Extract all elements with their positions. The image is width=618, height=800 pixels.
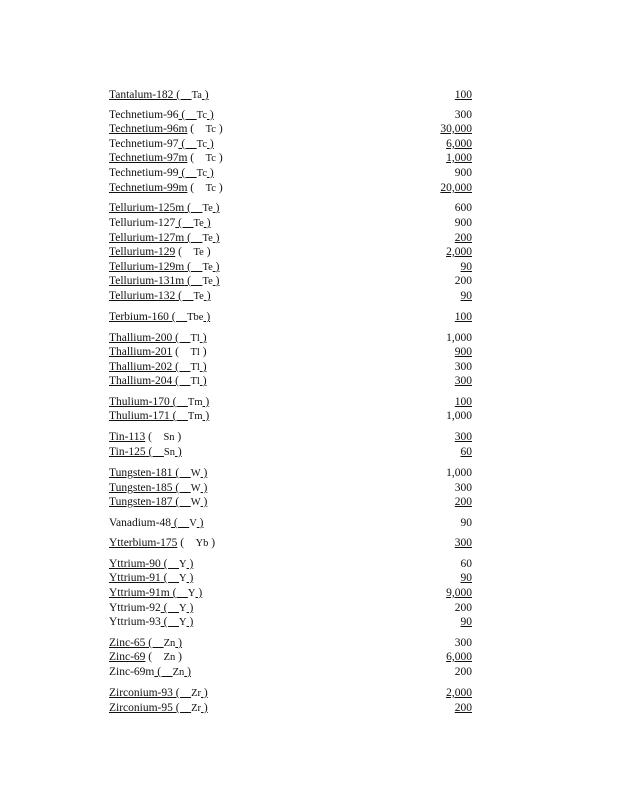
nuclide-row: [109, 601, 472, 615]
nuclide-entry: [109, 137, 214, 152]
nuclide-row: [109, 495, 472, 509]
element-symbol: Tc: [205, 124, 216, 135]
quantity-value: 200: [454, 275, 472, 287]
nuclide-entry: [109, 289, 211, 304]
element-symbol-group: ( Tc ): [178, 109, 214, 121]
nuclide-row: [109, 701, 472, 715]
nuclide-name: Tungsten-181: [109, 467, 173, 479]
nuclide-entry: [109, 310, 210, 325]
element-symbol-group: ( Sn ): [145, 446, 182, 458]
nuclide-name: Technetium-99: [109, 167, 179, 179]
element-symbol-group: ( Te ): [184, 202, 220, 214]
element-symbol-group: ( Y ): [160, 572, 194, 584]
nuclide-name: Zinc-69: [109, 651, 146, 663]
nuclide-name: Yttrium-93: [109, 616, 161, 628]
nuclide-row: [109, 360, 472, 374]
nuclide-row: [109, 466, 472, 480]
nuclide-name: Zirconium-93: [109, 687, 173, 699]
element-symbol: Ta: [191, 90, 202, 101]
quantity-value: 90: [460, 261, 472, 273]
element-symbol: Tl: [190, 376, 200, 387]
nuclide-row: [109, 201, 472, 215]
nuclide-entry: [109, 495, 207, 510]
nuclide-name: Tin-125: [109, 446, 146, 458]
nuclide-entry: [109, 201, 220, 216]
nuclide-row: [109, 650, 472, 664]
nuclide-name: Tellurium-131m: [109, 275, 185, 287]
element-symbol-group: ( Tm ): [169, 410, 210, 422]
quantity-value: 200: [454, 232, 472, 244]
element-symbol-group: ( Ta ): [173, 89, 209, 101]
nuclide-name: Tungsten-187: [109, 496, 173, 508]
quantity-value: 2,000: [446, 687, 472, 699]
nuclide-name: Thulium-170: [109, 396, 170, 408]
quantity-value: 90: [460, 290, 472, 302]
nuclide-row: [109, 516, 472, 530]
nuclide-row: [109, 216, 472, 230]
element-symbol-group: ( Tm ): [169, 396, 210, 408]
element-symbol-group: ( Tbe ): [168, 311, 211, 323]
quantity-value: 6,000: [446, 138, 472, 150]
nuclide-row: [109, 409, 472, 423]
nuclide-row: [109, 122, 472, 136]
nuclide-name: Zinc-69m: [109, 666, 155, 678]
quantity-value: 300: [454, 361, 472, 373]
quantity-value: 30,000: [440, 123, 472, 135]
nuclide-entry: [109, 601, 193, 616]
nuclide-row: [109, 345, 472, 359]
element-symbol-group: ( W ): [172, 467, 208, 479]
nuclide-name: Zirconium-95: [109, 702, 173, 714]
nuclide-row: [109, 181, 472, 195]
element-symbol-group: ( Zn ): [145, 651, 183, 663]
nuclide-entry: [109, 586, 202, 601]
nuclide-row: [109, 274, 472, 288]
nuclide-row: [109, 586, 472, 600]
element-symbol: Zn: [163, 638, 176, 649]
element-symbol-group: ( Tc ): [178, 167, 214, 179]
quantity-value: 1,000: [446, 410, 472, 422]
element-symbol: Te: [202, 276, 213, 287]
nuclide-entry: [109, 557, 193, 572]
nuclide-name: Tellurium-127: [109, 217, 176, 229]
nuclide-name: Technetium-96: [109, 109, 179, 121]
element-symbol: Tc: [205, 153, 216, 164]
element-symbol: Tm: [187, 397, 203, 408]
nuclide-row: [109, 374, 472, 388]
nuclide-row: [109, 686, 472, 700]
element-symbol: Te: [193, 247, 204, 258]
quantity-value: 60: [460, 558, 472, 570]
nuclide-entry: [109, 395, 209, 410]
quantity-value: 900: [454, 167, 472, 179]
nuclide-entry: [109, 360, 207, 375]
quantity-value: 20,000: [440, 182, 472, 194]
quantity-value: 1,000: [446, 332, 472, 344]
element-symbol: Tl: [190, 347, 200, 358]
element-symbol-group: ( Tc ): [187, 152, 223, 164]
quantity-value: 900: [454, 346, 472, 358]
element-symbol: Y: [178, 559, 187, 570]
nuclide-row: [109, 557, 472, 571]
nuclide-row: [109, 231, 472, 245]
element-symbol-group: ( Y ): [160, 616, 194, 628]
element-symbol-group: ( Zn ): [154, 666, 191, 678]
nuclide-name: Tellurium-129: [109, 246, 176, 258]
element-symbol: Tl: [190, 333, 200, 344]
nuclide-entry: [109, 245, 211, 260]
nuclide-entry: [109, 231, 220, 246]
nuclide-row: [109, 395, 472, 409]
quantity-value: 90: [460, 616, 472, 628]
quantity-value: 2,000: [446, 246, 472, 258]
quantity-value: 900: [454, 217, 472, 229]
nuclide-entry: [109, 216, 211, 231]
element-symbol-group: ( Zr ): [172, 687, 208, 699]
nuclide-name: Technetium-97: [109, 138, 179, 150]
nuclide-entry: [109, 181, 223, 196]
nuclide-entry: [109, 665, 191, 680]
nuclide-name: Tellurium-129m: [109, 261, 185, 273]
element-symbol: Tbe: [187, 312, 204, 323]
element-symbol: Te: [202, 203, 213, 214]
element-symbol-group: ( Zr ): [172, 702, 208, 714]
quantity-value: 300: [454, 375, 472, 387]
nuclide-entry: [109, 345, 207, 360]
nuclide-name: Zinc-65: [109, 637, 146, 649]
nuclide-entry: [109, 536, 215, 551]
nuclide-entry: [109, 686, 208, 701]
nuclide-row: [109, 536, 472, 550]
element-symbol: Te: [202, 262, 213, 273]
nuclide-name: Ytterbium-175: [109, 537, 178, 549]
quantity-value: 6,000: [446, 651, 472, 663]
element-symbol-group: ( W ): [172, 482, 208, 494]
quantity-value: 300: [454, 431, 472, 443]
nuclide-row: [109, 571, 472, 585]
nuclide-entry: [109, 108, 214, 123]
nuclide-row: [109, 166, 472, 180]
nuclide-row: [109, 289, 472, 303]
element-symbol-group: ( Zn ): [145, 637, 183, 649]
quantity-value: 9,000: [446, 587, 472, 599]
nuclide-entry: [109, 466, 207, 481]
nuclide-row: [109, 636, 472, 650]
quantity-value: 600: [454, 202, 472, 214]
element-symbol: Te: [193, 218, 204, 229]
element-symbol-group: ( Te ): [184, 232, 220, 244]
nuclide-entry: [109, 151, 223, 166]
nuclide-row: [109, 665, 472, 679]
nuclide-name: Technetium-99m: [109, 182, 188, 194]
nuclide-entry: [109, 445, 182, 460]
element-symbol-group: ( W ): [172, 496, 208, 508]
nuclide-name: Vanadium-48: [109, 517, 171, 529]
element-symbol-group: ( Te ): [175, 290, 211, 302]
nuclide-row: [109, 310, 472, 324]
nuclide-entry: [109, 374, 207, 389]
element-symbol: Zr: [191, 688, 202, 699]
quantity-value: 200: [454, 602, 472, 614]
nuclide-entry: [109, 636, 182, 651]
nuclide-row: [109, 615, 472, 629]
nuclide-name: Yttrium-92: [109, 602, 161, 614]
quantity-value: 1,000: [446, 152, 472, 164]
nuclide-name: Tellurium-127m: [109, 232, 185, 244]
nuclide-row: [109, 151, 472, 165]
nuclide-name: Thallium-204: [109, 375, 173, 387]
element-symbol: Y: [178, 603, 187, 614]
element-symbol: W: [190, 497, 201, 508]
element-symbol-group: ( Yb ): [177, 537, 216, 549]
element-symbol-group: ( Te ): [175, 246, 211, 258]
quantity-value: 200: [454, 702, 472, 714]
nuclide-entry: [109, 701, 208, 716]
quantity-value: 60: [460, 446, 472, 458]
nuclide-row: [109, 88, 472, 102]
element-symbol-group: ( V ): [170, 517, 204, 529]
element-symbol-group: ( Y ): [169, 587, 203, 599]
element-symbol: V: [189, 518, 197, 529]
element-symbol: Zr: [191, 703, 202, 714]
element-symbol-group: ( Y ): [160, 602, 194, 614]
element-symbol: W: [190, 483, 201, 494]
quantity-value: 300: [454, 537, 472, 549]
element-symbol: Tc: [196, 168, 208, 179]
quantity-value: 200: [454, 496, 472, 508]
nuclide-name: Yttrium-91: [109, 572, 161, 584]
nuclide-name: Terbium-160: [109, 311, 169, 323]
nuclide-entry: [109, 481, 207, 496]
nuclide-name: Thallium-200: [109, 332, 173, 344]
quantity-value: 100: [454, 396, 472, 408]
element-symbol: Tl: [190, 362, 200, 373]
element-symbol-group: ( Te ): [184, 275, 220, 287]
quantity-value: 300: [454, 482, 472, 494]
element-symbol: Tc: [196, 110, 208, 121]
nuclide-row: [109, 108, 472, 122]
nuclide-row: [109, 445, 472, 459]
quantity-value: 200: [454, 666, 472, 678]
quantity-value: 100: [454, 311, 472, 323]
nuclide-entry: [109, 260, 220, 275]
quantity-value: 300: [454, 109, 472, 121]
element-symbol-group: ( Tl ): [172, 332, 207, 344]
element-symbol-group: ( Y ): [160, 558, 194, 570]
element-symbol: Zn: [163, 652, 176, 663]
quantity-value: 90: [460, 517, 472, 529]
nuclide-name: Thulium-171: [109, 410, 170, 422]
element-symbol: Y: [178, 617, 187, 628]
quantity-value: 300: [454, 637, 472, 649]
nuclide-name: Technetium-97m: [109, 152, 188, 164]
nuclide-entry: [109, 571, 193, 586]
nuclide-name: Thallium-201: [109, 346, 173, 358]
nuclide-entry: [109, 274, 220, 289]
nuclide-row: [109, 245, 472, 259]
element-symbol-group: ( Tl ): [172, 346, 207, 358]
element-symbol: Zn: [172, 667, 185, 678]
quantity-value: 1,000: [446, 467, 472, 479]
element-symbol-group: ( Tc ): [178, 138, 214, 150]
nuclide-name: Tin-113: [109, 431, 146, 443]
element-symbol: Y: [187, 588, 196, 599]
element-symbol: Te: [193, 291, 204, 302]
nuclide-entry: [109, 615, 193, 630]
nuclide-name: Tellurium-132: [109, 290, 176, 302]
element-symbol-group: ( Tc ): [187, 123, 223, 135]
nuclide-name: Tellurium-125m: [109, 202, 185, 214]
nuclide-row: [109, 137, 472, 151]
nuclide-entry: [109, 166, 214, 181]
element-symbol-group: ( Te ): [184, 261, 220, 273]
element-symbol: Yb: [195, 538, 209, 549]
nuclide-name: Tantalum-182: [109, 89, 174, 101]
element-symbol-group: ( Sn ): [145, 431, 182, 443]
element-symbol: Te: [202, 233, 213, 244]
nuclide-entry: [109, 430, 181, 445]
nuclide-name: Tungsten-185: [109, 482, 173, 494]
element-symbol-group: ( Tc ): [187, 182, 223, 194]
element-symbol-group: ( Te ): [175, 217, 211, 229]
nuclide-row: [109, 481, 472, 495]
nuclide-row: [109, 331, 472, 345]
nuclide-entry: [109, 331, 207, 346]
nuclide-name: Technetium-96m: [109, 123, 188, 135]
element-symbol-group: ( Tl ): [172, 361, 207, 373]
nuclide-row: [109, 260, 472, 274]
element-symbol-group: ( Tl ): [172, 375, 207, 387]
nuclide-row: [109, 430, 472, 444]
nuclide-name: Yttrium-91m: [109, 587, 170, 599]
element-symbol: Tc: [205, 183, 216, 194]
element-symbol: Y: [178, 573, 187, 584]
nuclide-name: Thallium-202: [109, 361, 173, 373]
element-symbol: Sn: [163, 447, 175, 458]
element-symbol: W: [190, 468, 201, 479]
nuclide-entry: [109, 516, 204, 531]
nuclide-name: Yttrium-90: [109, 558, 161, 570]
nuclide-entry: [109, 650, 182, 665]
element-symbol: Tc: [196, 139, 208, 150]
nuclide-entry: [109, 122, 223, 137]
nuclide-entry: [109, 88, 209, 103]
element-symbol: Tm: [187, 411, 203, 422]
nuclide-entry: [109, 409, 209, 424]
quantity-value: 90: [460, 572, 472, 584]
quantity-value: 100: [454, 89, 472, 101]
element-symbol: Sn: [163, 432, 175, 443]
